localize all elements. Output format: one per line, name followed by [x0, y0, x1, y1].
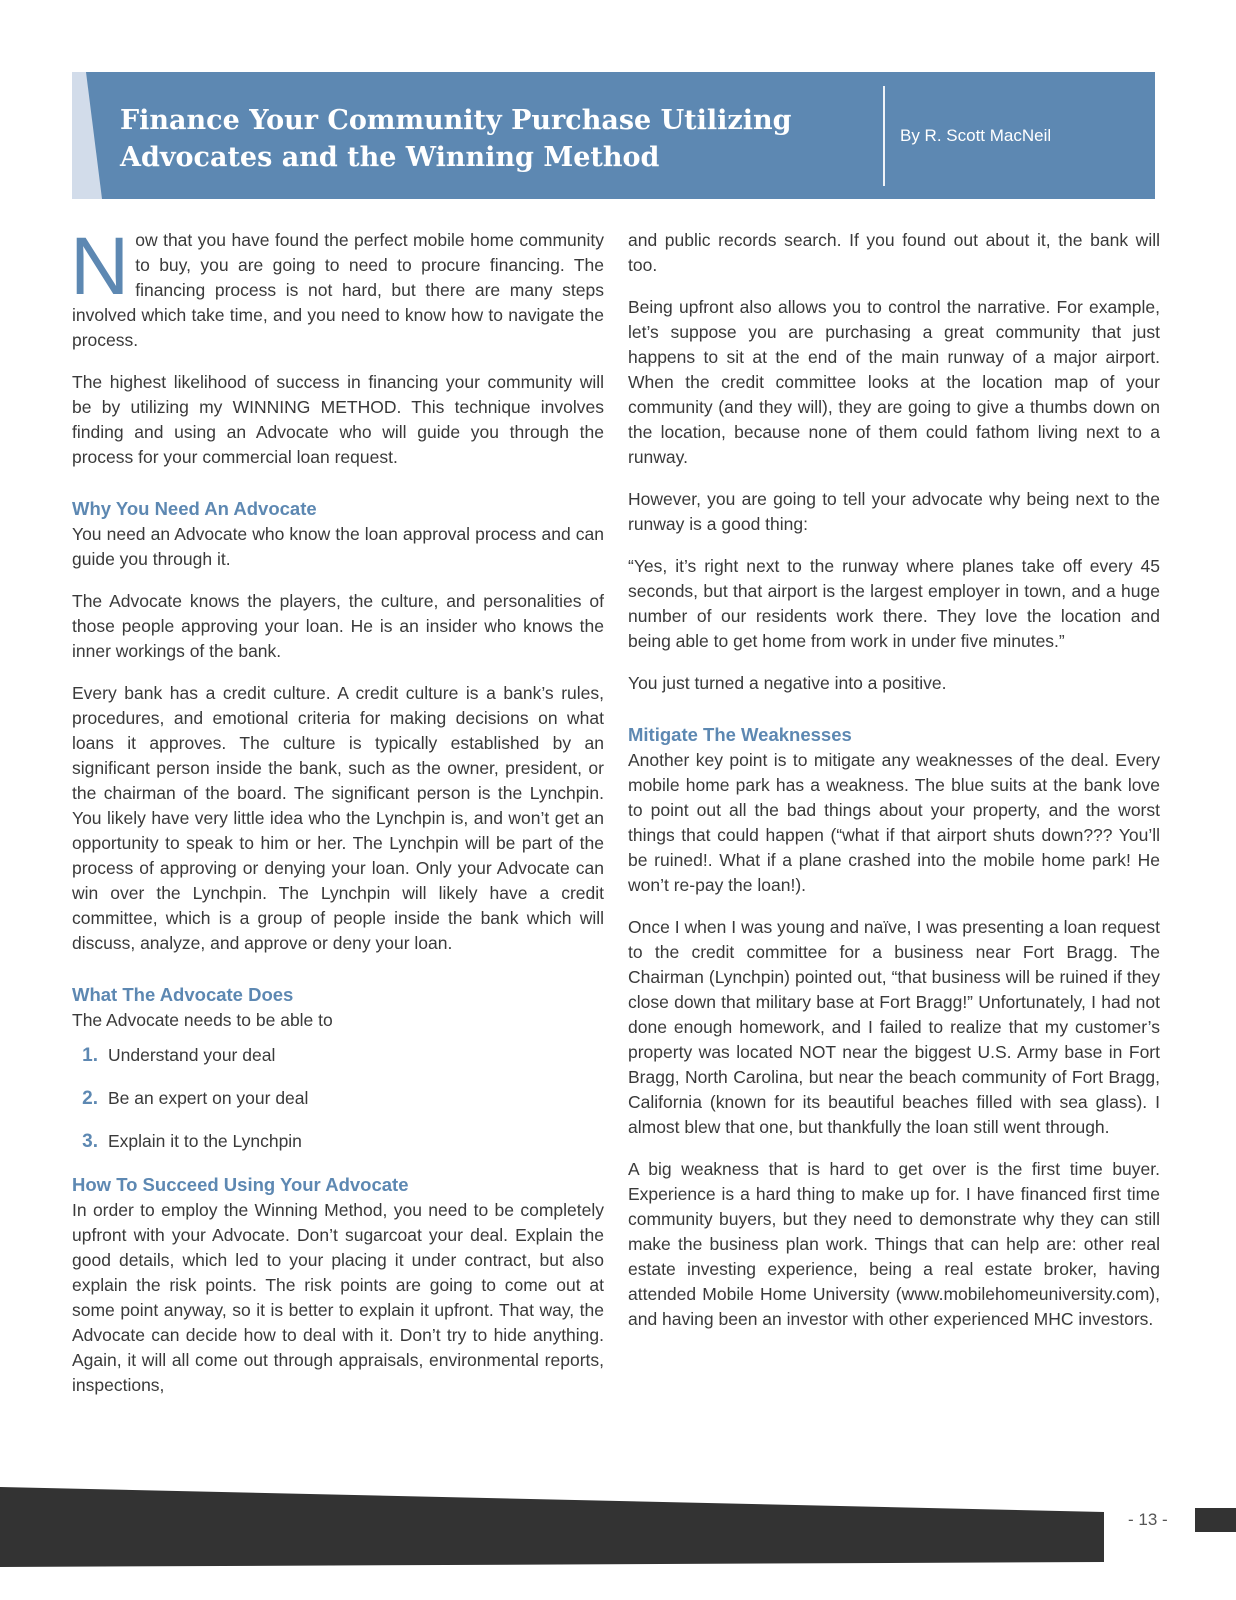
paragraph: In order to employ the Winning Method, you need to be completely upfront with your Advocate. Don’t sugarcoat your deal. Explain the good details, which led to your placing it under contract, but also explain the risk points. The risk points are going to come out at some point anyway, so it is better to explain it upfront. That way, the Advocate can decide how to deal with it. Don’t try to hide anything. Again, it will all come out through appraisals, environmental reports, inspections,	[72, 1200, 604, 1395]
left-column	[70, 221, 604, 1415]
article-header	[72, 72, 1155, 199]
paragraph: Being upfront also allows you to control the narrative. For example, let’s suppose you are purchasing a great community that just happens to sit at the end of the main runway of a major airport. When the credit committee looks at the location map of your community (and they will), they are going to give a thumbs down on the location, because none of them could fathom living next to a runway.	[628, 297, 1160, 467]
quote-paragraph: “Yes, it’s right next to the runway where planes take off every 45 seconds, but that airport is the largest employer in town, and a huge number of our residents work there. They love the location and being able to get home from work in under five minutes.”	[628, 556, 1160, 651]
paragraph: You need an Advocate who know the loan approval process and can guide you through it.	[72, 524, 604, 569]
paragraph: and public records search. If you found out about it, the bank will too.	[628, 230, 1160, 275]
list-item	[72, 1086, 604, 1111]
author-byline: By R. Scott MacNeil	[900, 126, 1052, 145]
section-heading-how: How To Succeed Using Your Advocate	[72, 1174, 409, 1195]
drop-cap: N	[70, 221, 130, 312]
list-number: 3.	[82, 1131, 98, 1152]
section-heading-mitigate: Mitigate The Weaknesses	[628, 724, 852, 745]
paragraph: You just turned a negative into a positive.	[628, 673, 947, 693]
paragraph: The Advocate needs to be able to	[72, 1010, 333, 1030]
footer-tab	[1195, 1508, 1236, 1532]
list-item-text: Understand your deal	[108, 1045, 276, 1065]
article-title-line-2: Advocates and the Winning Method	[120, 142, 660, 173]
section-heading-what: What The Advocate Does	[72, 984, 294, 1005]
intro-text: ow that you have found the perfect mobile home community to buy, you are going to need to procure financing. The financing process is not hard, but there are many steps involved which take time, and you need to know how to navigate the process.	[72, 230, 604, 350]
paragraph: The highest likelihood of success in financing your community will be by utilizing my WINNING METHOD. This technique involves finding and using an Advocate who will guide you through the process for your commercial loan request.	[72, 372, 604, 467]
paragraph: The Advocate knows the players, the culture, and personalities of those people approving your loan. He is an insider who knows the inner workings of the bank.	[72, 591, 604, 661]
list-item	[72, 1043, 604, 1068]
right-column	[628, 228, 1160, 1349]
paragraph: However, you are going to tell your advocate why being next to the runway is a good thing:	[628, 489, 1160, 534]
paragraph: Another key point is to mitigate any weaknesses of the deal. Every mobile home park has a weakness. The blue suits at the bank love to point out all the bad things about your property, and the worst things that could happen (“what if that airport shuts down??? You’ll be ruined!. What if a plane crashed into the mobile home park! He won’t re-pay the loan!).	[628, 750, 1160, 895]
footer-bar	[0, 1477, 1236, 1567]
article-title-line-1: Finance Your Community Purchase Utilizing	[120, 105, 792, 136]
steps-list	[72, 1043, 604, 1154]
list-item	[72, 1129, 604, 1154]
list-item-text: Be an expert on your deal	[108, 1088, 309, 1108]
page-number: - 13 -	[1128, 1510, 1168, 1529]
header-accent-stripe	[72, 72, 102, 199]
section-heading-why: Why You Need An Advocate	[72, 498, 317, 519]
intro-paragraph	[70, 221, 604, 353]
article-title	[120, 102, 820, 176]
paragraph: Every bank has a credit culture. A credit culture is a bank’s rules, procedures, and emotional criteria for making decisions on what loans it approves. The culture is typically established by an significant person inside the bank, such as the owner, president, or the chairman of the board. The significant person is the Lynchpin. You likely have very little idea who the Lynchpin is, and won’t get an opportunity to speak to him or her. The Lynchpin will be part of the process of approving or denying your loan. Only your Advocate can win over the Lynchpin. The Lynchpin will likely have a credit committee, which is a group of people inside the bank which will discuss, analyze, and approve or deny your loan.	[72, 683, 604, 953]
header-divider	[883, 86, 885, 186]
paragraph: A big weakness that is hard to get over is the first time buyer. Experience is a hard thing to make up for. I have financed first time community buyers, but they need to demonstrate why they can still make the business plan work. Things that can help are: other real estate investing experience, being a real estate broker, having attended Mobile Home University (www.mobilehomeuniversity.com), and having been an investor with other experienced MHC investors.	[628, 1159, 1160, 1329]
list-item-text: Explain it to the Lynchpin	[108, 1131, 302, 1151]
list-number: 1.	[82, 1045, 98, 1066]
paragraph: Once I when I was young and naïve, I was presenting a loan request to the credit committee for a business near Fort Bragg. The Chairman (Lynchpin) pointed out, “that business will be ruined if they close down that military base at Fort Bragg!” Unfortunately, I had not done enough homework, and I failed to realize that my customer’s property was located NOT near the biggest U.S. Army base in Fort Bragg, North Carolina, but near the beach community of Fort Bragg, California (known for its beautiful beaches filled with sea glass). I almost blew that one, but thankfully the loan still went through.	[628, 917, 1160, 1137]
list-number: 2.	[82, 1088, 98, 1109]
